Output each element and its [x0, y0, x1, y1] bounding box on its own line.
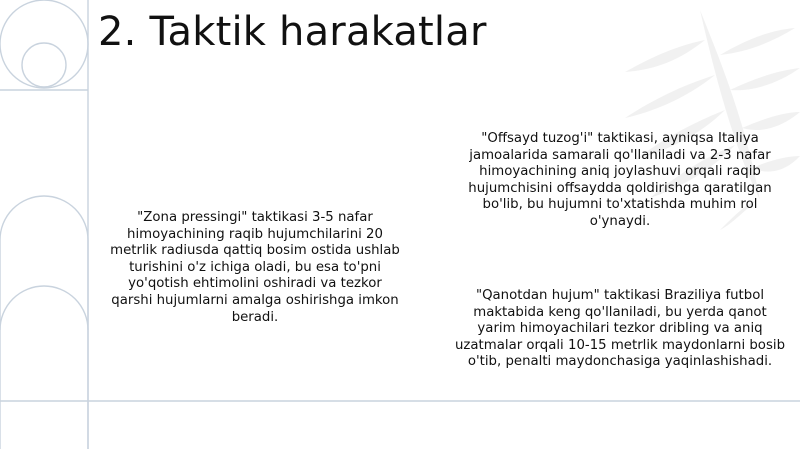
- qanotdan-hujum-paragraph: "Qanotdan hujum" taktikasi Braziliya futbol maktabida keng qo'llaniladi, bu yerda qanot yarim himoyachilari tezkor dribling va aniq uzatmalar orqali 10-15 metrlik maydonlarni bosib o'tib, penalti maydonchasiga yaqinlashishadi.: [455, 288, 786, 370]
- arch-inner-shape: [0, 286, 88, 330]
- offsayd-tuzogi-paragraph: "Offsayd tuzog'i" taktikasi, ayniqsa Italiya jamoalarida samarali qo'llaniladi va 2-3 nafar himoyachining aniq joylashuvi orqali raqib hujumchisini offsaydda qoldirishga qaratilgan bo'lib, bu hujumni to'xtatishda muhim rol o'ynaydi.: [468, 131, 772, 229]
- zona-pressingi-paragraph: "Zona pressingi" taktikasi 3-5 nafar himoyachining raqib hujumchilarini 20 metrlik radiusda qattiq bosim ostida ushlab turishini o'z ichiga oladi, bu esa to'pni yo'qotish ehtimolini oshiradi va tezkor qarshi hujumlarni amalga oshirishga imkon beradi.: [110, 210, 400, 325]
- large-circle-shape: [0, 0, 88, 88]
- slide-title: 2. Taktik harakatlar: [98, 9, 487, 55]
- arch-shape: [0, 196, 88, 449]
- small-circle-shape: [22, 43, 66, 87]
